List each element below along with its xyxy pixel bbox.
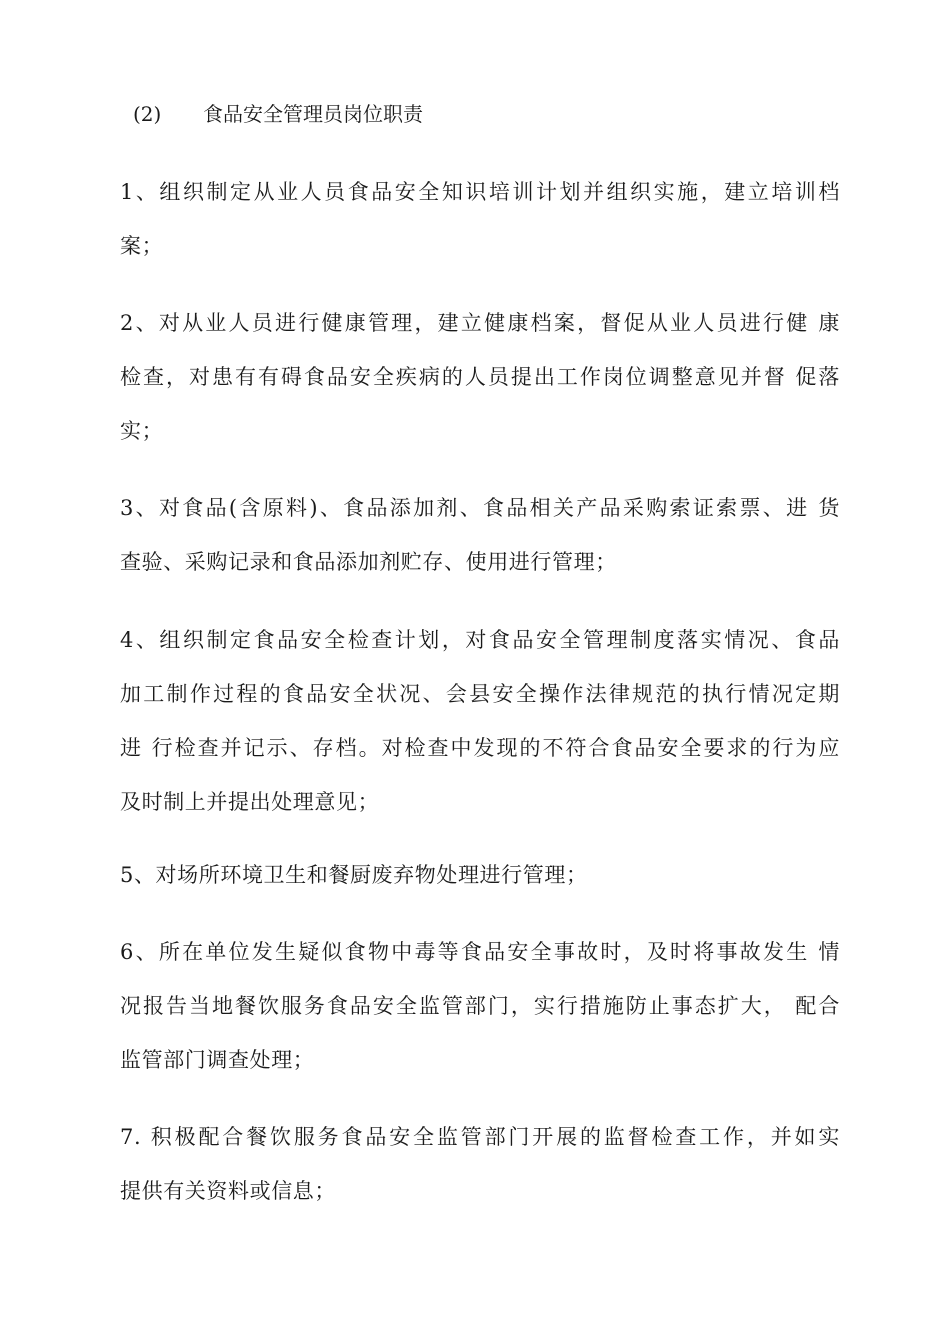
text-line: 4、组织制定食品安全检查计划，对食品安全管理制度落实情况、食品: [120, 628, 840, 652]
text-line: 及时制上并提出处理意见；: [120, 790, 380, 814]
text-line: 5、对场所环境卫生和餐厨废弃物处理进行管理；: [120, 863, 588, 887]
text-line: 查验、采购记录和食品添加剂贮存、使用进行管理；: [120, 550, 617, 574]
text-line: 加工制作过程的食品安全状况、会县安全操作法律规范的执行情况定期: [120, 682, 840, 706]
text-line: 7. 积极配合餐饮服务食品安全监管部门开展的监督检查工作，并如实: [120, 1125, 840, 1149]
text-line: 实；: [120, 419, 164, 443]
text-line: 监管部门调查处理；: [120, 1048, 315, 1072]
text-line: 况报告当地餐饮服务食品安全监管部门，实行措施防止事态扩大， 配合: [120, 994, 840, 1018]
duty-item-7: [120, 1110, 840, 1218]
duty-item-4: [120, 613, 840, 829]
duty-item-5: [120, 848, 840, 902]
text-line: 1、组织制定从业人员食品安全知识培训计划并组织实施，建立培训档: [120, 180, 840, 204]
text-line: 检查，对患有有碍食品安全疾病的人员提出工作岗位调整意见并督 促落: [120, 365, 840, 389]
section-number: (2): [133, 102, 162, 126]
text-line: 提供有关资料或信息；: [120, 1179, 336, 1203]
section-heading: [133, 100, 423, 128]
duty-item-1: [120, 165, 840, 273]
text-line: 3、对食品(含原料)、食品添加剂、食品相关产品采购索证索票、进 货: [120, 496, 840, 520]
duty-item-2: [120, 296, 840, 458]
text-line: 2、对从业人员进行健康管理，建立健康档案，督促从业人员进行健 康: [120, 311, 840, 335]
text-line: 6、所在单位发生疑似食物中毒等食品安全事故时，及时将事故发生 情: [120, 940, 840, 964]
text-line: 进 行检查并记示、存档。对检查中发现的不符合食品安全要求的行为应: [120, 736, 840, 760]
duty-item-6: [120, 925, 840, 1087]
text-line: 案；: [120, 234, 164, 258]
section-title: 食品安全管理员岗位职责: [203, 102, 423, 126]
duty-item-3: [120, 481, 840, 589]
